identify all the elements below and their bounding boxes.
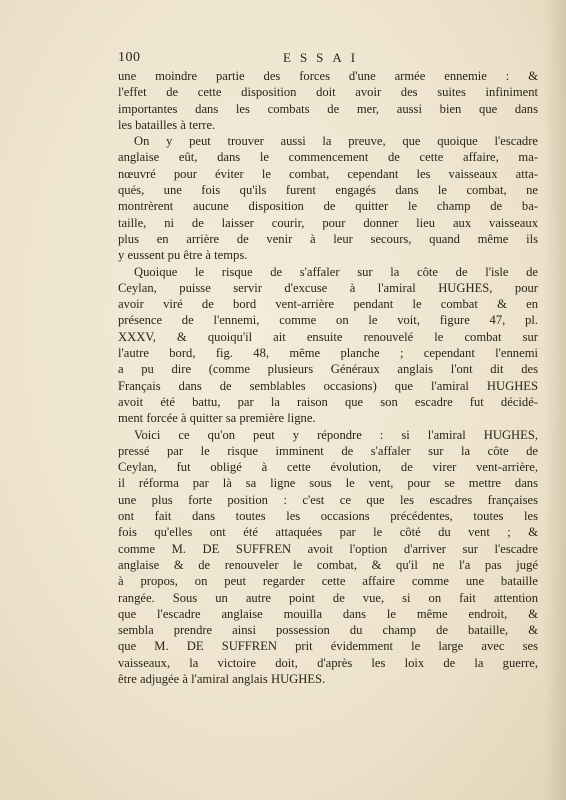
text-line: XXXV, & quoiqu'il ait ensuite renouvelé le combat sur [118,329,538,344]
text-line: anglaise & de renouveler le combat, & qu'il ne l'a pas jugé [118,557,538,572]
paragraph-start-line: Voici ce qu'on peut y répondre : si l'amiral HUGHES, [134,427,538,442]
text-line: à propos, on peut regarder cette affaire comme une bataille [118,574,538,589]
page-edge-shadow [544,0,566,800]
text-line: anglaise eût, dans le commencement de cette affaire, ma- [118,150,538,165]
text-line: une moindre partie des forces d'une armée ennemie : & [118,69,538,83]
text-line: une plus forte position : c'est ce que les escadres françaises [118,492,538,507]
text-line: ont fait dans toutes les occasions précédentes, toutes les [118,509,538,524]
text-line: qués, une fois qu'ils furent engagés dans le combat, ne [118,183,538,198]
text-line: que l'escadre anglaise mouilla dans le même endroit, & [118,606,538,621]
paragraph-start-line: Quoique le risque de s'affaler sur la côte de l'isle de [134,264,538,279]
text-line: avoit été battu, par la raison que son escadre fut décidé- [118,394,538,409]
text-line: y eussent pu être à temps. [118,248,248,263]
text-line: vaisseaux, la victoire doit, d'après les loix de la guerre, [118,655,538,670]
page-header [118,50,558,68]
text-line: comme M. DE SUFFREN avoit l'option d'arriver sur l'escadre [118,541,538,556]
text-line: l'autre bord, fig. 48, même planche ; cependant l'ennemi [118,346,538,361]
text-line: importantes dans les combats de mer, aussi bien que dans [118,101,538,116]
text-line: taille, ni de laisser courir, pour donner lieu aux vaisseaux [118,215,538,230]
text-line: a pu dire (comme plusieurs Généraux anglais l'ont dit des [118,362,538,377]
text-line: pressé par le risque imminent de s'affaler sur la côte de [118,443,538,458]
text-line: plus en arrière de venir à leur secours, quand même ils [118,231,538,246]
text-line: Français dans de semblables occasions) que l'amiral HUGHES [118,378,538,393]
text-line: montrèrent aucune disposition de quitter le champ de ba- [118,199,538,214]
text-line: fois qu'elles ont été attaquées par le côté du vent ; & [118,525,538,540]
text-line: il réforma par là sa ligne sous le vent, pour se mettre dans [118,476,538,491]
text-line: Ceylan, fut obligé à cette évolution, de virer vent-arrière, [118,460,538,475]
text-line: être adjugée à l'amiral anglais HUGHES. [118,671,326,686]
text-line: présence de l'ennemi, comme on le voit, figure 47, pl. [118,313,538,328]
text-line: sembla prendre ainsi possession du champ de bataille, & [118,623,538,638]
text-line: ment forcée à quitter sa première ligne. [118,411,316,426]
page-number: 100 [118,50,141,65]
text-line: que M. DE SUFFREN prit évidemment le large avec ses [118,639,538,654]
body-text [118,68,538,687]
text-line: avoir viré de bord vent-arrière pendant le combat & en [118,297,538,312]
running-title: ESSAI [283,50,365,65]
paragraph-start-line: On y peut trouver aussi la preuve, que quoique l'escadre [134,134,538,149]
text-line: rangée. Sous un autre point de vue, si on fait attention [118,590,538,605]
text-line: les batailles à terre. [118,117,216,132]
text-line: Ceylan, puisse servir d'excuse à l'amiral HUGHES, pour [118,280,538,295]
text-line: nœuvré pour éviter le combat, cependant les vaisseaux atta- [118,166,538,181]
text-line: l'effet de cette disposition doit avoir des suites infiniment [118,85,538,100]
